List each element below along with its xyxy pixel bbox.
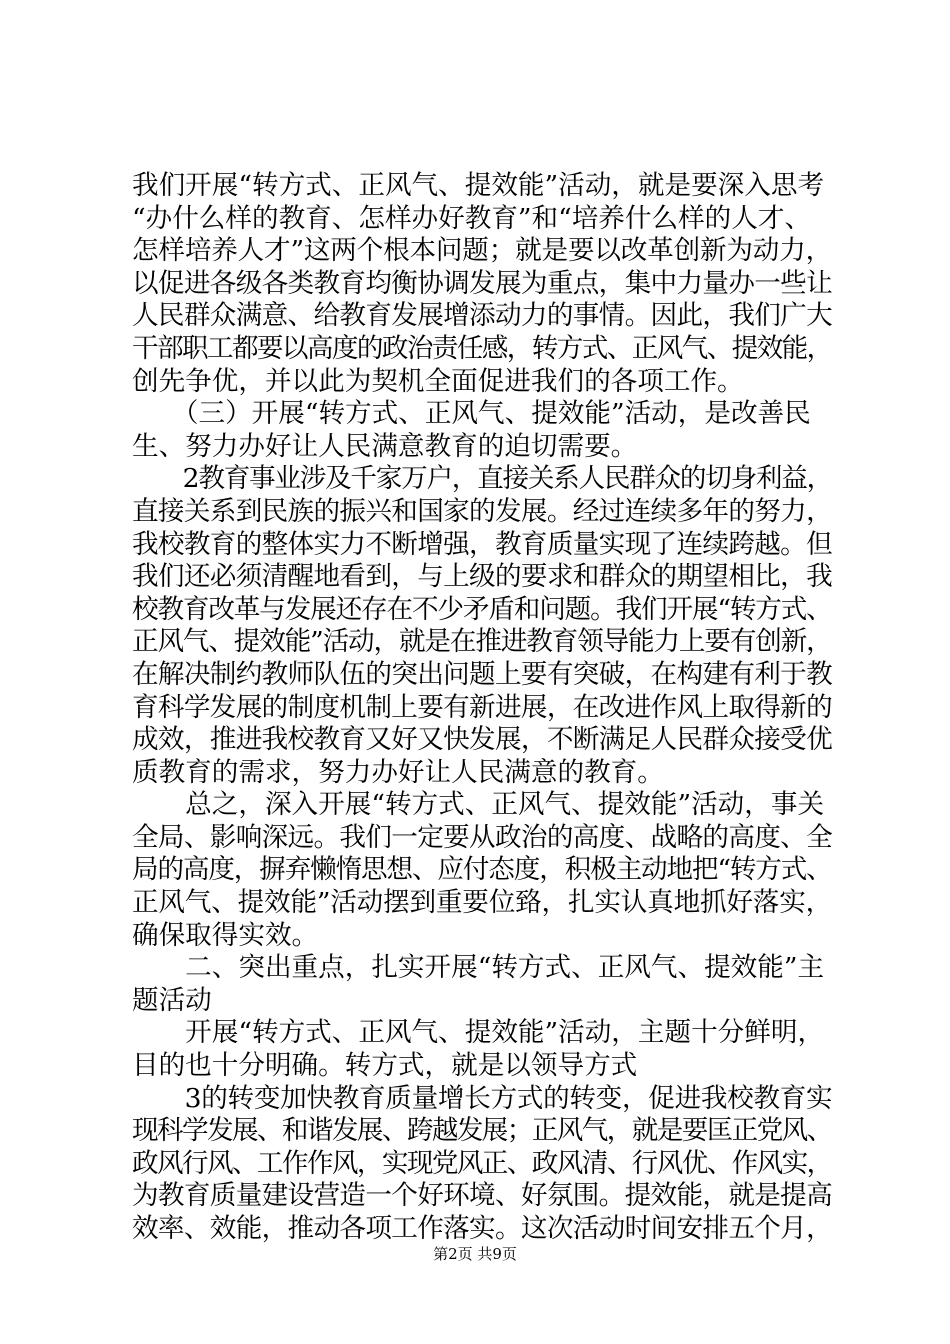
text-line: 为教育质量建设营造一个好环境、好氛围。提效能，就是提高: [132, 1180, 833, 1212]
text-line: 我们开展“转方式、正风气、提效能”活动，就是要深入思考: [132, 170, 825, 201]
text-line: 二、突出重点，扎实开展“转方式、正风气、提效能”主: [132, 952, 825, 984]
text-line: 正风气、提效能”活动，就是在推进教育领导能力上要有创新，: [132, 626, 832, 658]
text-line: 正风气、提效能”活动摆到重要位臵，扎实认真地抓好落实，: [132, 887, 833, 919]
page-footer: 第2页 共9页: [433, 1245, 517, 1263]
text-line: 现科学发展、和谐发展、跨越发展；正风气，就是要匡正党风、: [132, 1115, 832, 1147]
text-line: 育科学发展的制度机制上要有新进展，在改进作风上取得新的: [132, 691, 833, 723]
text-line: “办什么样的教育、怎样办好教育”和“培养什么样的人才、: [132, 202, 812, 234]
text-line: 我校教育的整体实力不断增强，教育质量实现了连续跨越。但: [132, 528, 833, 560]
text-line: 目的也十分明确。转方式，就是以领导方式: [132, 1050, 638, 1082]
text-line: 总之，深入开展“转方式、正风气、提效能”活动，事关: [132, 789, 825, 821]
text-line: 3的转变加快教育质量增长方式的转变，促进我校教育实: [132, 1082, 833, 1114]
text-line: 效率、效能，推动各项工作落实。这次活动时间安排五个月，: [132, 1213, 833, 1244]
text-line: 全局、影响深远。我们一定要从政治的高度、战略的高度、全: [132, 821, 833, 853]
text-line: 我们还必须清醒地看到，与上级的要求和群众的期望相比，我: [132, 561, 833, 593]
text-line: 局的高度，摒弃懒惰思想、应付态度，积极主动地把“转方式、: [132, 854, 832, 886]
text-line: 人民群众满意、给教育发展增添动力的事情。因此，我们广大: [132, 300, 833, 332]
text-line: 质教育的需求，努力办好让人民满意的教育。: [132, 756, 664, 788]
text-line: 2教育事业涉及千家万户，直接关系人民群众的切身利益，: [132, 463, 832, 495]
text-line: 成效，推进我校教育又好又快发展，不断满足人民群众接受优: [132, 724, 833, 756]
text-line: 政风行风、工作作风，实现党风正、政风清、行风优、作风实，: [132, 1147, 832, 1179]
text-line: 干部职工都要以高度的政治责任感，转方式、正风气、提效能，: [132, 332, 832, 364]
text-line: 怎样培养人才”这两个根本问题；就是要以改革创新为动力，: [132, 235, 833, 267]
text-line: 以促进各级各类教育均衡协调发展为重点，集中力量办一些让: [132, 267, 833, 299]
text-line: 生、努力办好让人民满意教育的迫切需要。: [132, 430, 638, 462]
text-line: （三）开展“转方式、正风气、提效能”活动，是改善民: [132, 398, 811, 430]
text-line: 在解决制约教师队伍的突出问题上要有突破，在构建有利于教: [132, 658, 833, 690]
text-line: 开展“转方式、正风气、提效能”活动，主题十分鲜明，: [132, 1017, 825, 1049]
text-line: 题活动: [132, 984, 212, 1016]
text-line: 直接关系到民族的振兴和国家的发展。经过连续多年的努力，: [132, 495, 833, 527]
text-line: 确保取得实效。: [132, 919, 319, 951]
text-line: 创先争优，并以此为契机全面促进我们的各项工作。: [132, 365, 744, 397]
document-body: [132, 170, 832, 1246]
text-line: 校教育改革与发展还存在不少矛盾和问题。我们开展“转方式、: [132, 593, 832, 625]
